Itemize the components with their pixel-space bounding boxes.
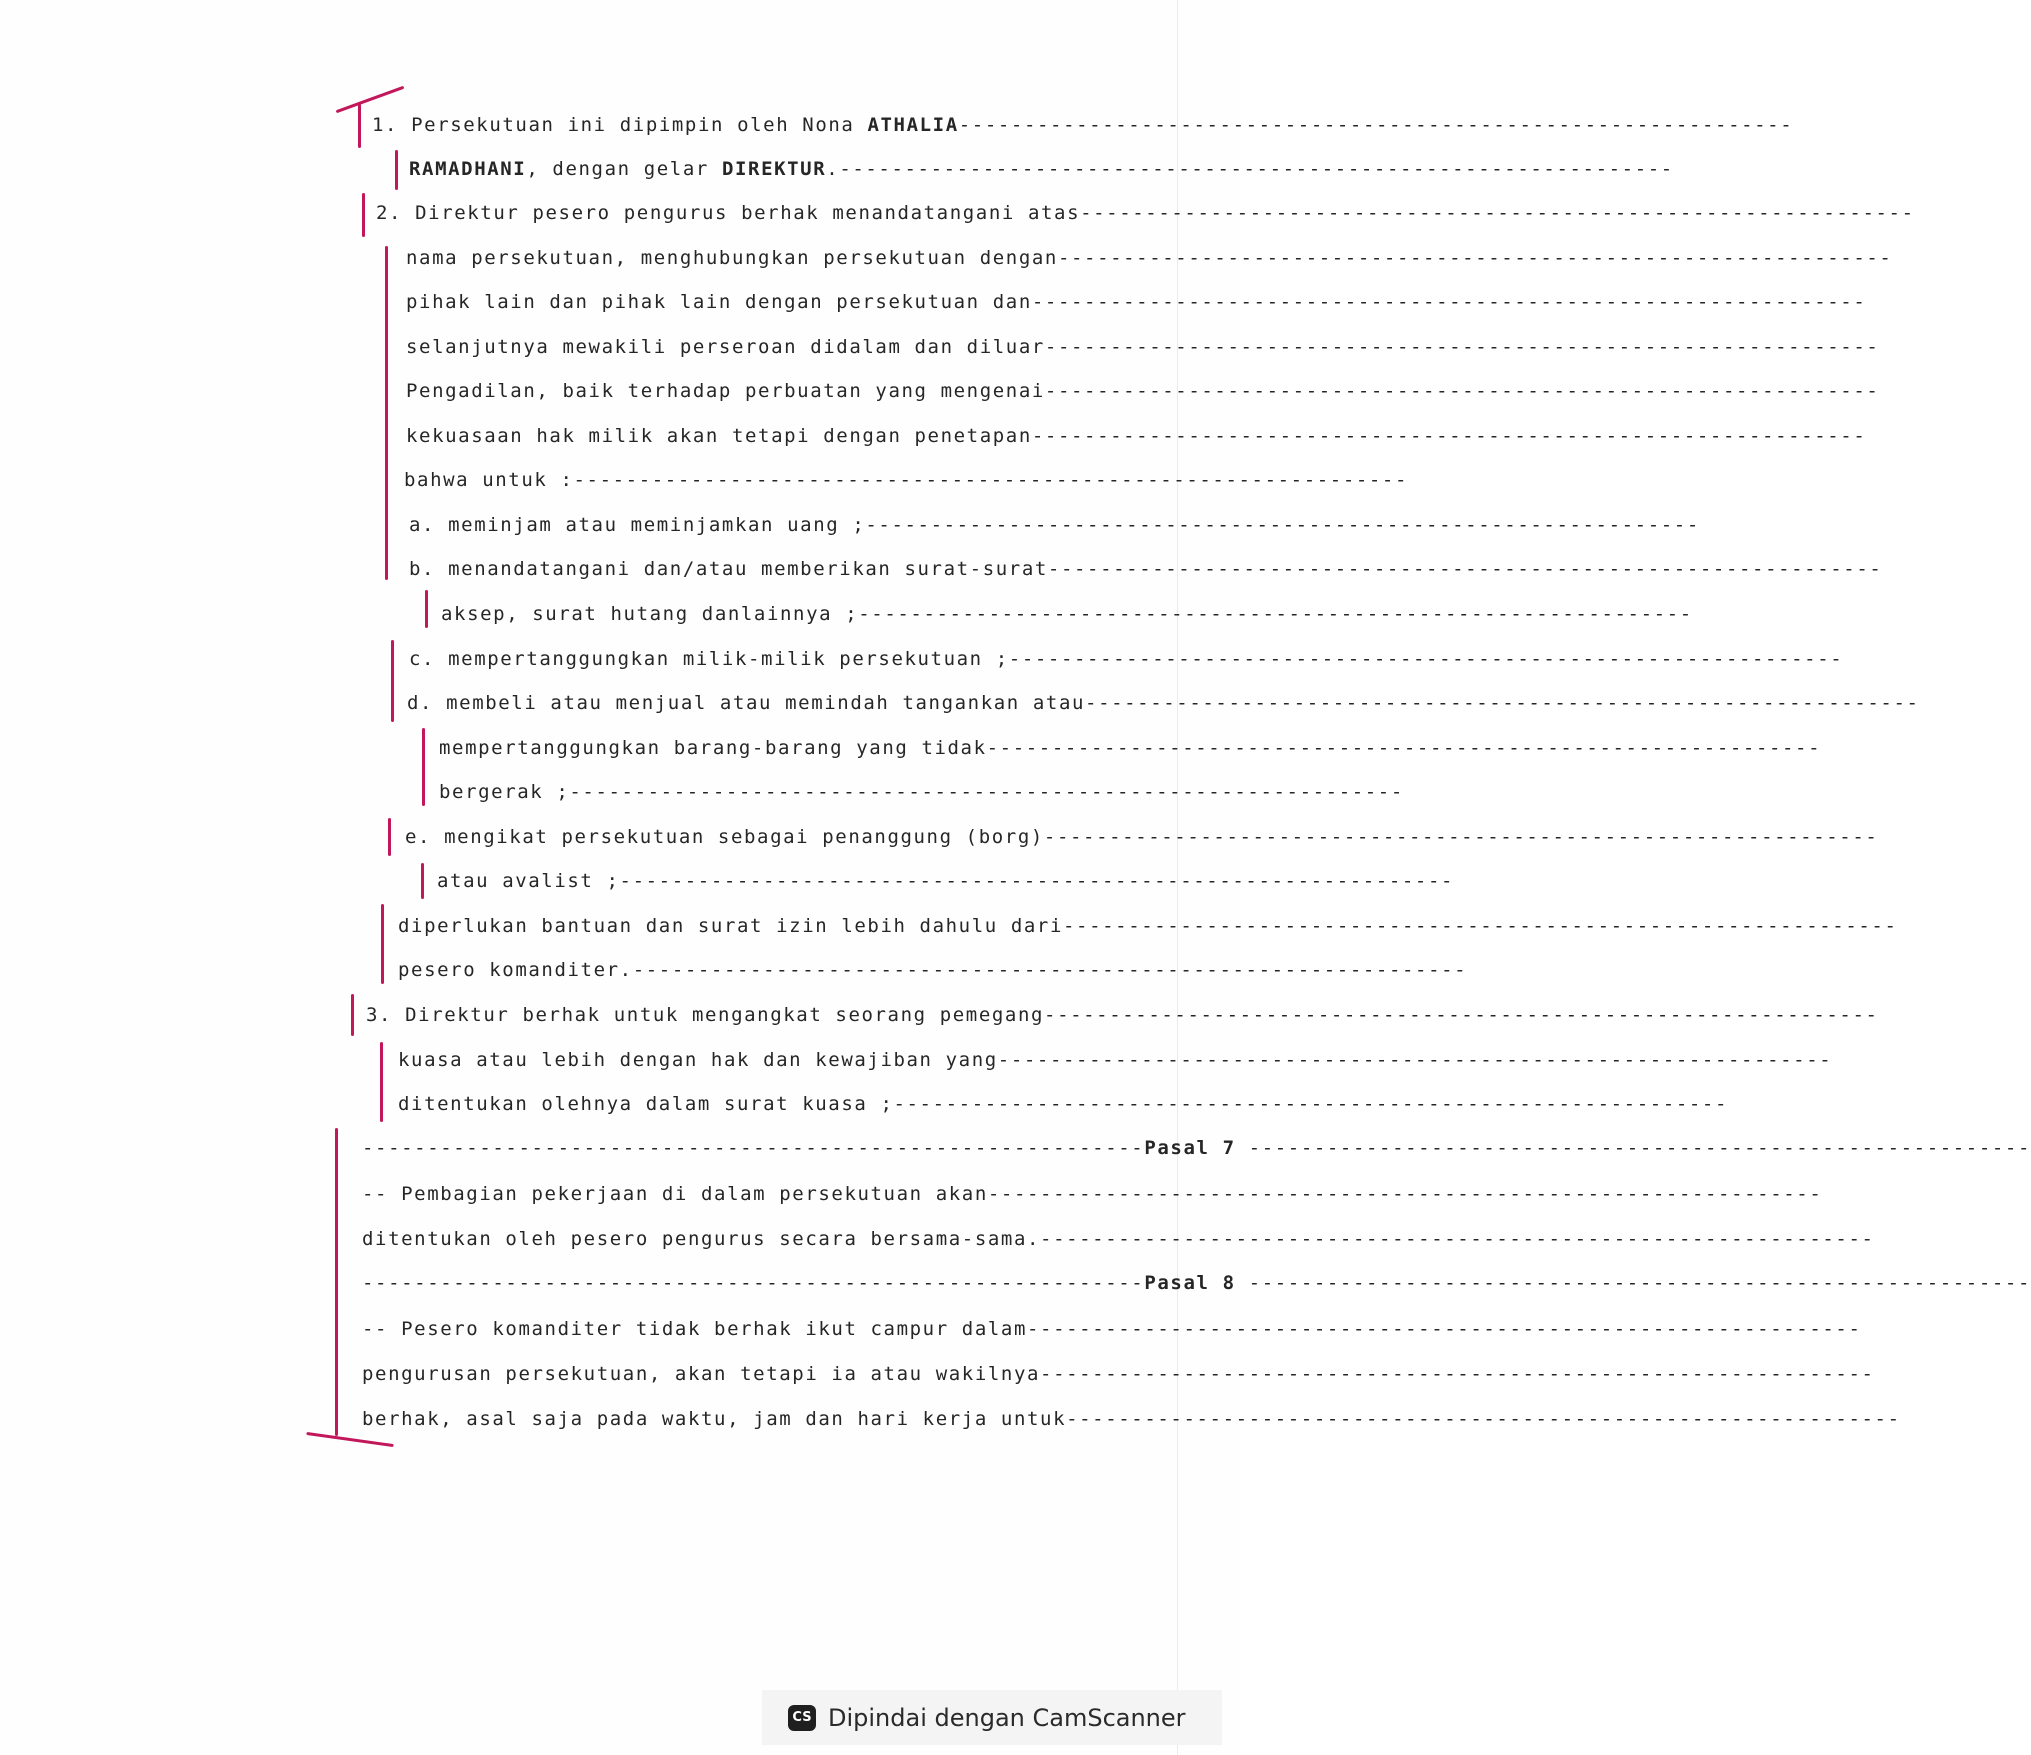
line-text: berhak, asal saja pada waktu, jam dan hari kerja untuk [362,1408,1067,1430]
name-bold: ATHALIA [867,114,959,136]
line-text: membeli atau menjual atau memindah tangankan atau [433,692,1086,714]
watermark-text: Dipindai dengan CamScanner [828,1703,1186,1732]
margin-bar [395,150,398,190]
margin-tick-bottom [306,1432,394,1447]
line-text: aksep, surat hutang danlainnya ; [441,603,859,625]
doc-line-10: a. meminjam atau meminjamkan uang ; ---------------------------------------------------------------- [409,514,1700,536]
margin-bar [358,104,361,148]
margin-bar [425,590,428,628]
doc-line-19: diperlukan bantuan dan surat izin lebih dahulu dari ---------------------------------------------------------------- [398,915,1898,937]
line-text: diperlukan bantuan dan surat izin lebih dahulu dari [398,915,1063,937]
doc-line-5: pihak lain dan pihak lain dengan persekutuan dan ---------------------------------------------------------------- [406,291,1867,313]
line-text: -- Pembagian pekerjaan di dalam persekutuan akan [362,1183,988,1205]
line-text: -- Pesero komanditer tidak berhak ikut campur dalam [362,1318,1027,1340]
item-letter: b. [409,558,436,580]
item-letter: c. [409,648,436,670]
doc-line-21: 3. Direktur berhak untuk mengangkat seorang pemegang ---------------------------------------------------------------- [366,1004,1879,1026]
line-text: ditentukan olehnya dalam surat kuasa ; [398,1093,894,1115]
line-text: pengurusan persekutuan, akan tetapi ia atau wakilnya [362,1363,1041,1385]
doc-line-28: -- Pesero komanditer tidak berhak ikut campur dalam ---------------------------------------------------------------- [362,1318,1862,1340]
name-bold: RAMADHANI [409,158,527,180]
doc-line-29: pengurusan persekutuan, akan tetapi ia atau wakilnya ---------------------------------------------------------------- [362,1363,1875,1385]
item-letter: e. [405,826,432,848]
margin-bar [388,818,391,856]
doc-line-18: atau avalist ; ---------------------------------------------------------------- [437,870,1455,892]
doc-line-13: c. mempertanggungkan milik-milik persekutuan ; ---------------------------------------------------------------- [409,648,1844,670]
doc-line-12: aksep, surat hutang danlainnya ; ---------------------------------------------------------------- [441,603,1693,625]
line-text: kekuasaan hak milik akan tetapi dengan penetapan [406,425,1032,447]
line-text: pihak lain dan pihak lain dengan persekutuan dan [406,291,1032,313]
section-heading: Pasal 7 [1144,1137,1236,1159]
doc-line-25: -- Pembagian pekerjaan di dalam persekutuan akan ---------------------------------------------------------------- [362,1183,1823,1205]
doc-line-7: Pengadilan, baik terhadap perbuatan yang mengenai ---------------------------------------------------------------- [406,380,1880,402]
margin-bar [421,863,424,899]
line-text: Persekutuan ini dipimpin oleh Nona [398,114,868,136]
doc-line-3: 2. Direktur pesero pengurus berhak menandatangani atas ---------------------------------------------------------------- [376,202,1915,224]
pasal-8-heading: ------------------------------------------------------------ Pasal 8 ------------------------------------------------------------ [362,1272,2031,1294]
margin-bar [385,246,388,580]
line-text: bahwa untuk : [404,469,574,491]
doc-line-30: berhak, asal saja pada waktu, jam dan hari kerja untuk ---------------------------------------------------------------- [362,1408,1901,1430]
item-number: 1. [372,114,399,136]
line-text: Pengadilan, baik terhadap perbuatan yang mengenai [406,380,1045,402]
line-text: bergerak ; [439,781,570,803]
line-text: pesero komanditer. [398,959,633,981]
camscanner-logo-icon: CS [788,1705,816,1731]
pasal-7-heading: ------------------------------------------------------------ Pasal 7 ------------------------------------------------------------ [362,1137,2031,1159]
line-text: meminjam atau meminjamkan uang ; [435,514,866,536]
margin-bar [381,904,384,984]
line-text: mengikat persekutuan sebagai penanggung (borg) [431,826,1044,848]
title-bold: DIREKTUR [721,158,827,180]
margin-bar [391,640,394,722]
margin-bar [362,193,365,237]
margin-bar [380,1042,383,1122]
scanner-watermark [762,1690,1222,1745]
doc-line-11: b. menandatangani dan/atau memberikan surat-surat ---------------------------------------------------------------- [409,558,1883,580]
doc-line-1: 1. Persekutuan ini dipimpin oleh Nona ATHALIA ---------------------------------------------------------------- [372,114,1794,136]
doc-line-14: d. membeli atau menjual atau memindah tangankan atau ---------------------------------------------------------------- [407,692,1920,714]
margin-bar [422,728,425,806]
line-text: mempertanggungkan milik-milik persekutuan ; [435,648,1009,670]
item-letter: a. [409,514,436,536]
doc-line-6: selanjutnya mewakili perseroan didalam dan diluar ---------------------------------------------------------------- [406,336,1880,358]
line-text: nama persekutuan, menghubungkan persekutuan dengan [406,247,1058,269]
margin-bar [335,1128,338,1436]
doc-line-9: bahwa untuk : ---------------------------------------------------------------- [404,469,1409,491]
margin-bar [351,994,354,1036]
doc-line-15: mempertanggungkan barang-barang yang tidak ---------------------------------------------------------------- [439,737,1822,759]
doc-line-23: ditentukan olehnya dalam surat kuasa ; ---------------------------------------------------------------- [398,1093,1728,1115]
line-text: mempertanggungkan barang-barang yang tidak [439,737,987,759]
section-heading: Pasal 8 [1144,1272,1236,1294]
line-text: menandatangani dan/atau memberikan surat-surat [435,558,1048,580]
line-text: kuasa atau lebih dengan hak dan kewajiban yang [398,1049,998,1071]
doc-line-22: kuasa atau lebih dengan hak dan kewajiban yang ---------------------------------------------------------------- [398,1049,1833,1071]
doc-line-20: pesero komanditer. ---------------------------------------------------------------- [398,959,1468,981]
doc-line-8: kekuasaan hak milik akan tetapi dengan penetapan ---------------------------------------------------------------- [406,425,1867,447]
line-text: atau avalist ; [437,870,620,892]
line-text: Direktur berhak untuk mengangkat seorang pemegang [392,1004,1045,1026]
doc-line-16: bergerak ; ---------------------------------------------------------------- [439,781,1404,803]
item-letter: d. [407,692,434,714]
line-text: selanjutnya mewakili perseroan didalam dan diluar [406,336,1045,358]
item-number: 2. [376,202,403,224]
doc-line-4: nama persekutuan, menghubungkan persekutuan dengan ---------------------------------------------------------------- [406,247,1893,269]
line-text: , dengan gelar [526,158,722,180]
doc-line-17: e. mengikat persekutuan sebagai penanggung (borg) ---------------------------------------------------------------- [405,826,1879,848]
margin-tick-top [336,86,405,113]
doc-line-2: RAMADHANI , dengan gelar DIREKTUR . ---------------------------------------------------------------- [409,158,1674,180]
line-text: ditentukan oleh pesero pengurus secara bersama-sama. [362,1228,1041,1250]
line-text: . [826,158,840,180]
line-text: Direktur pesero pengurus berhak menandatangani atas [402,202,1081,224]
item-number: 3. [366,1004,393,1026]
doc-line-26: ditentukan oleh pesero pengurus secara bersama-sama. ---------------------------------------------------------------- [362,1228,1875,1250]
